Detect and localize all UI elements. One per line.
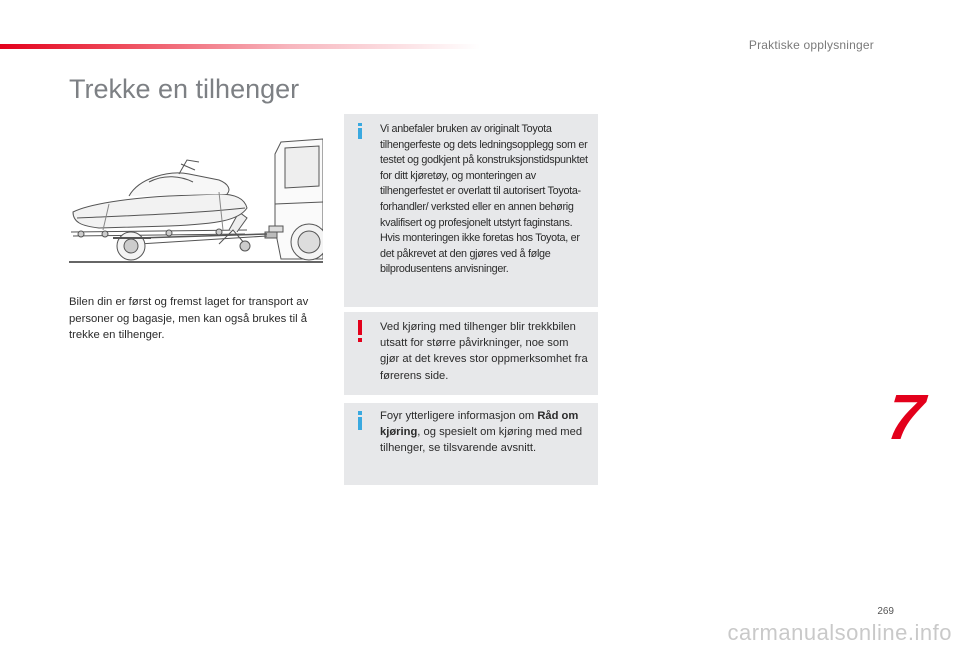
car-towing-jetski-trailer-illustration <box>69 134 323 264</box>
info-icon <box>358 411 362 430</box>
info-note-driving-advice <box>344 403 598 485</box>
page-title: Trekke en tilhenger <box>69 74 300 104</box>
info-icon <box>358 123 362 139</box>
driving-advice-reference: Råd om kjøring <box>380 410 579 439</box>
warning-icon <box>358 320 362 342</box>
warning-note-text: Ved kjøring med tilhenger blir trekkbilen utsatt for større påvirkninger, noe som gjør at det kreves stor oppmerksomhet fra førerens side. <box>380 321 588 382</box>
warning-note-towing <box>344 312 598 395</box>
chapter-number: 7 <box>884 381 928 453</box>
info-note-text: Vi anbefaler bruken av originalt Toyota tilhengerfeste og dets ledningsopplegg som er testet og godkjent på konstruksjonstidspunktet for ditt kjøretøy, og monteringen av tilhengerfestet er overlatt til autorisert Toyota-forhandler/ verksted eller en annen behørig kvalifisert og profesjonelt utstyrt faginstans. Hvis monteringen ikke foretas hos Toyota, er det påkrevet at den gjøres ved å følge bilprodusentens anvisninger. <box>380 123 588 276</box>
info-note-text <box>380 408 590 457</box>
header-accent-bar <box>0 44 480 49</box>
section-header: Praktiske opplysninger <box>748 38 874 52</box>
watermark: carmanualsonline.info <box>727 620 952 645</box>
page-number: 269 <box>877 606 894 617</box>
info-note-text-before: Foyr ytterligere informasjon om <box>380 410 538 422</box>
info-note-toyota-towbar <box>344 114 598 307</box>
intro-paragraph: Bilen din er først og fremst laget for transport av personer og bagasje, men kan også brukes til å trekke en tilhenger. <box>69 296 309 341</box>
info-note-text-after: , og spesielt om kjøring med med tilhenger, se tilsvarende avsnitt. <box>380 426 583 455</box>
